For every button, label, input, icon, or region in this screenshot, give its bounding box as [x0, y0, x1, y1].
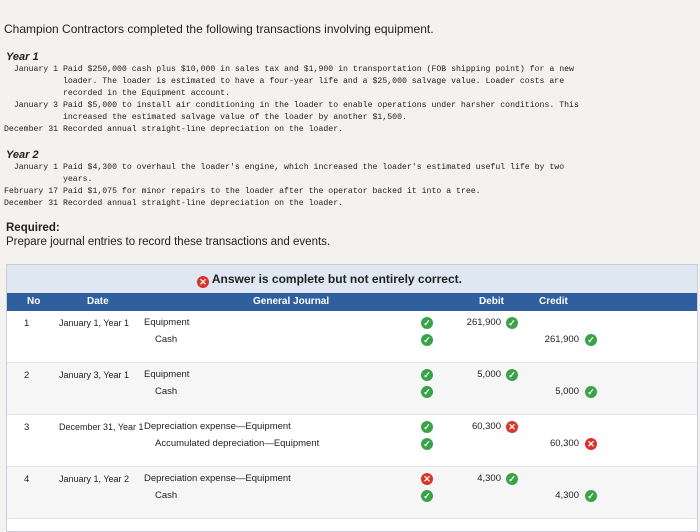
credit-field[interactable]: 5,000 — [555, 386, 579, 397]
account-field[interactable]: Equipment — [144, 317, 190, 328]
credit-field[interactable] — [523, 419, 583, 434]
year1-line: December 31 Recorded annual straight-line depreciation on the loader. — [4, 125, 344, 134]
year2-transactions — [4, 162, 564, 210]
table-row — [7, 467, 697, 519]
correct-check-icon: ✓ — [421, 334, 433, 346]
banner-text: Answer is complete but not entirely correct. — [211, 272, 462, 286]
col-general-journal: General Journal — [253, 296, 330, 307]
credit-field[interactable]: 261,900 — [544, 334, 579, 345]
credit-field[interactable] — [523, 367, 583, 382]
year1-transactions — [4, 64, 579, 136]
col-credit: Credit — [539, 296, 568, 307]
year2-line: December 31 Recorded annual straight-line depreciation on the loader. — [4, 199, 344, 208]
account-field[interactable]: Accumulated depreciation—Equipment — [155, 438, 320, 449]
account-field[interactable]: Depreciation expense—Equipment — [144, 421, 291, 432]
year1-line: January 1 Paid $250,000 cash plus $10,000 in sales tax and $1,900 in transportation (FOB shipping point) for a new — [4, 65, 574, 74]
credit-field[interactable] — [523, 471, 583, 486]
debit-field[interactable] — [447, 488, 505, 503]
correct-check-icon: ✓ — [421, 438, 433, 450]
col-date: Date — [87, 296, 109, 307]
status-banner — [7, 265, 697, 294]
credit-field[interactable] — [523, 315, 583, 330]
col-no: No — [27, 296, 41, 307]
account-field[interactable]: Cash — [155, 334, 178, 345]
debit-field[interactable]: 60,300 — [471, 421, 501, 432]
credit-field[interactable]: 60,300 — [549, 438, 579, 449]
correct-check-icon: ✓ — [421, 386, 433, 398]
year2-line: January 1 Paid $4,300 to overhaul the loader's engine, which increased the loader's estimated useful life by two — [4, 163, 565, 172]
entry-date: December 31, Year 1 — [59, 422, 144, 432]
table-header — [7, 293, 697, 311]
year2-line: February 17 Paid $1,075 for minor repairs to the loader after the operator backed it into a tree. — [4, 187, 481, 196]
debit-field[interactable]: 5,000 — [477, 369, 501, 380]
account-field[interactable]: Cash — [155, 386, 178, 397]
row-number: 3 — [24, 422, 30, 433]
correct-check-icon: ✓ — [421, 421, 433, 433]
debit-field[interactable]: 4,300 — [477, 473, 501, 484]
account-field[interactable]: Depreciation expense—Equipment — [144, 473, 291, 484]
debit-field[interactable] — [447, 436, 505, 451]
required-heading: Required: — [6, 222, 60, 234]
row-number: 4 — [24, 474, 30, 485]
year1-line: recorded in the Equipment account. — [4, 89, 231, 98]
debit-field[interactable]: 261,900 — [466, 317, 501, 328]
correct-check-icon: ✓ — [585, 386, 597, 398]
correct-check-icon: ✓ — [421, 369, 433, 381]
account-field[interactable]: Equipment — [144, 369, 190, 380]
account-field[interactable]: Cash — [155, 490, 178, 501]
correct-check-icon: ✓ — [421, 317, 433, 329]
correct-check-icon: ✓ — [585, 334, 597, 346]
correct-check-icon: ✓ — [506, 369, 518, 381]
table-row — [7, 415, 697, 467]
correct-check-icon: ✓ — [421, 490, 433, 502]
debit-field[interactable] — [447, 384, 505, 399]
row-number: 2 — [24, 370, 30, 381]
incorrect-x-icon: ✕ — [421, 473, 433, 485]
year2-line: years. — [4, 175, 93, 184]
year1-line: loader. The loader is estimated to have a four-year life and a $25,000 salvage value. Loader costs are — [4, 77, 565, 86]
table-row — [7, 311, 697, 363]
problem-intro: Champion Contractors completed the following transactions involving equipment. — [4, 22, 434, 36]
year1-line: January 3 Paid $5,000 to install air conditioning in the loader to enable operations under harsher conditions. This — [4, 101, 579, 110]
credit-field[interactable]: 4,300 — [555, 490, 579, 501]
entry-date: January 3, Year 1 — [59, 370, 130, 380]
incorrect-x-icon: ✕ — [197, 276, 209, 288]
incorrect-x-icon: ✕ — [506, 421, 518, 433]
year1-heading: Year 1 — [6, 51, 39, 63]
year2-heading: Year 2 — [6, 149, 39, 161]
banner-message — [197, 272, 462, 288]
row-number: 1 — [24, 318, 30, 329]
journal-panel — [6, 264, 698, 532]
entry-date: January 1, Year 2 — [59, 474, 130, 484]
year1-line: increased the estimated salvage value of the loader by another $1,500. — [4, 113, 407, 122]
correct-check-icon: ✓ — [506, 317, 518, 329]
entry-date: January 1, Year 1 — [59, 318, 130, 328]
table-row — [7, 363, 697, 415]
debit-field[interactable] — [447, 332, 505, 347]
correct-check-icon: ✓ — [585, 490, 597, 502]
col-debit: Debit — [479, 296, 504, 307]
incorrect-x-icon: ✕ — [585, 438, 597, 450]
correct-check-icon: ✓ — [506, 473, 518, 485]
required-text: Prepare journal entries to record these transactions and events. — [6, 236, 331, 248]
